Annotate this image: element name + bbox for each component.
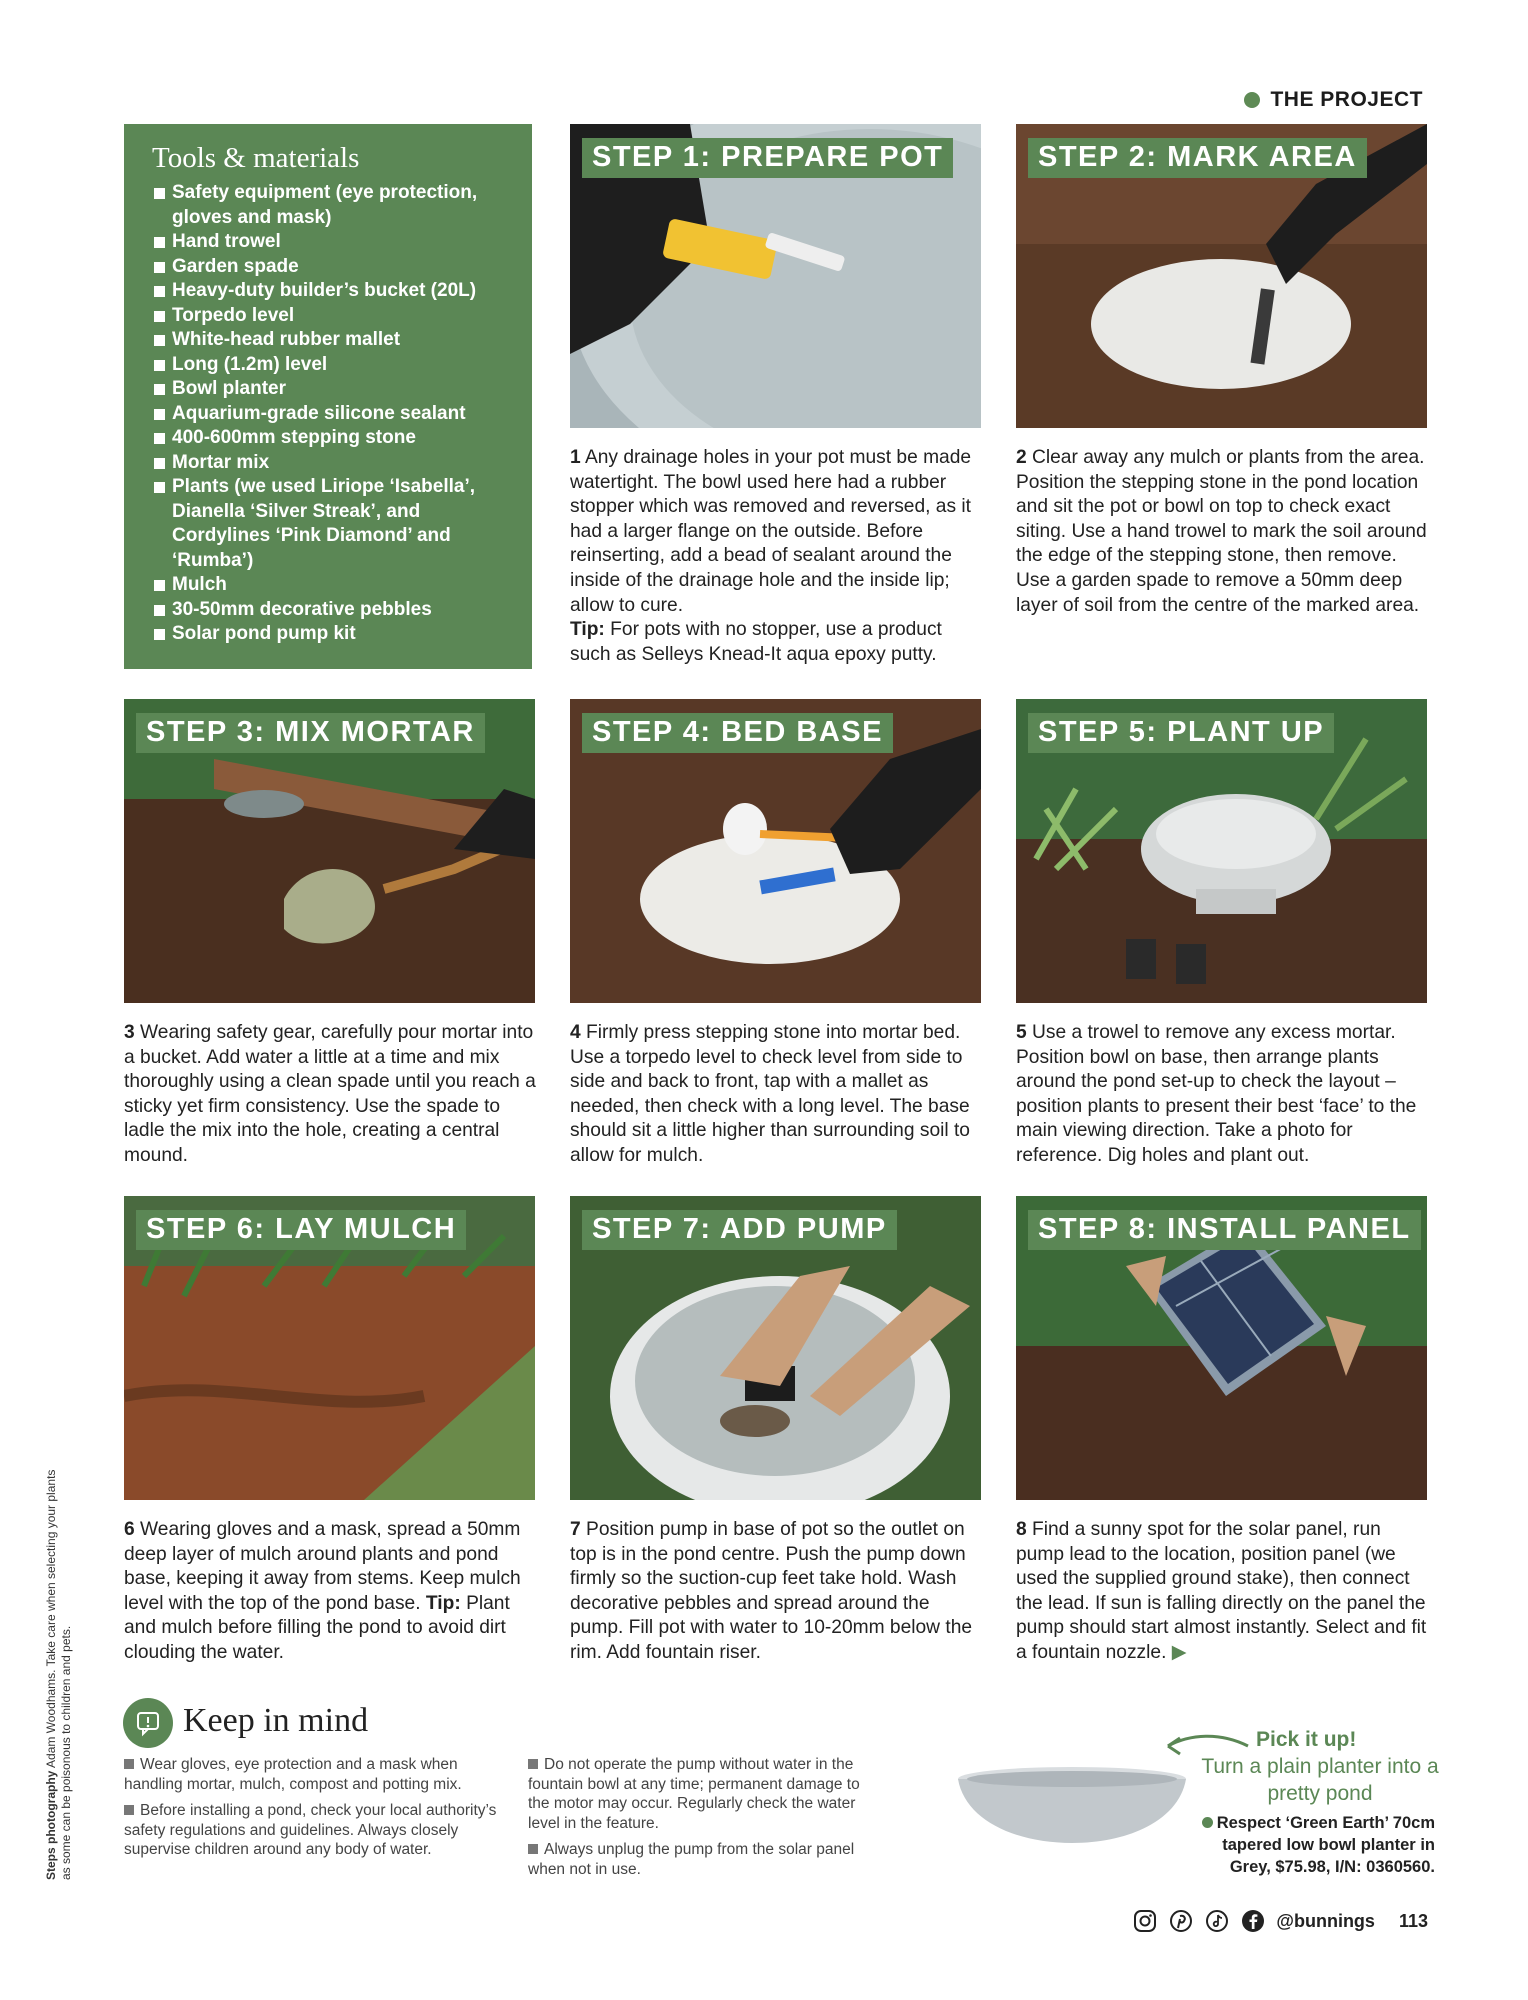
keep-note	[124, 1801, 514, 1860]
bullet-icon	[528, 1844, 538, 1854]
tools-list	[152, 181, 510, 647]
step-4-body: Firmly press stepping stone into mortar bed. Use a torpedo level to check level from side to side and back to front, tap with a mallet as needed, then check with a long level. The base should sit a little higher than surrounding soil to allow for mulch.	[570, 1022, 970, 1166]
step-4-photo	[570, 699, 981, 1003]
step-4-number: 4	[570, 1022, 581, 1043]
step-3-label: STEP 3: MIX MORTAR	[136, 713, 485, 753]
bullet-icon	[124, 1805, 134, 1815]
step-2-body: Clear away any mulch or plants from the area. Position the stepping stone in the pond location and sit the pot or bowl on top to check exact siting. Use a hand trowel to mark the soil around the edge of the stepping stone, then remove. Use a garden spade to remove a 50mm deep layer of soil from the centre of the marked area.	[1016, 447, 1427, 616]
bowl-planter-image	[955, 1765, 1190, 1845]
keep-in-mind-icon	[123, 1698, 173, 1748]
tools-item: Mortar mix	[152, 451, 510, 476]
step-1-tip-body: For pots with no stopper, use a product such as Selleys Knead-It aqua epoxy putty.	[570, 619, 942, 665]
pick-it-up-title: Pick it up!	[1256, 1728, 1357, 1751]
step-1-number: 1	[570, 447, 581, 468]
step-6-tip-label: Tip:	[425, 1592, 461, 1614]
step-2-photo	[1016, 124, 1427, 428]
credit-label: Steps photography	[44, 1770, 58, 1880]
tools-item: 30-50mm decorative pebbles	[152, 598, 510, 623]
keep-note-text: Before installing a pond, check your local authority’s safety regulations and guidelines. Always closely supervise children around any body of water.	[124, 1802, 497, 1858]
bullet-icon	[124, 1759, 134, 1769]
tools-item: Bowl planter	[152, 377, 510, 402]
bullet-icon	[528, 1759, 538, 1769]
tools-item: White-head rubber mallet	[152, 328, 510, 353]
step-6-photo	[124, 1196, 535, 1500]
tools-item: Plants (we used Liriope ‘Isabella’, Dianella ‘Silver Streak’, and Cordylines ‘Pink Diamond’ and ‘Rumba’)	[152, 475, 510, 573]
step-8-number: 8	[1016, 1519, 1027, 1540]
facebook-icon[interactable]	[1240, 1908, 1266, 1934]
footer	[1132, 1908, 1428, 1934]
instagram-icon[interactable]	[1132, 1908, 1158, 1934]
photo-credit	[44, 1460, 74, 1880]
tools-item: Safety equipment (eye protection, gloves and mask)	[152, 181, 510, 230]
step-1-photo	[570, 124, 981, 428]
keep-note-text: Always unplug the pump from the solar panel when not in use.	[528, 1841, 855, 1878]
keep-note-text: Do not operate the pump without water in the fountain bowl at any time; permanent damage to the motor may occur. Regularly check the water level in the feature.	[528, 1756, 860, 1832]
product-text-bold: planter	[1360, 1836, 1416, 1854]
tools-materials-box	[124, 124, 532, 669]
pinterest-icon[interactable]	[1168, 1908, 1194, 1934]
tools-item: Torpedo level	[152, 304, 510, 329]
step-6-text	[124, 1518, 539, 1666]
tools-item: Mulch	[152, 573, 510, 598]
step-8-text	[1016, 1518, 1431, 1666]
keep-in-mind-col-1	[124, 1755, 514, 1867]
tools-item: Solar pond pump kit	[152, 622, 510, 647]
step-5-label: STEP 5: PLANT UP	[1028, 713, 1334, 753]
step-1-tip-label: Tip:	[570, 619, 605, 641]
step-5-photo	[1016, 699, 1427, 1003]
keep-in-mind-title: Keep in mind	[183, 1702, 369, 1739]
step-4-label: STEP 4: BED BASE	[582, 713, 893, 753]
tools-item: Aquarium-grade silicone sealant	[152, 402, 510, 427]
keep-in-mind-col-2	[528, 1755, 878, 1886]
keep-note-text: Wear gloves, eye protection and a mask when handling mortar, mulch, compost and potting mix.	[124, 1756, 462, 1793]
step-6-label: STEP 6: LAY MULCH	[136, 1210, 466, 1250]
step-1-body: Any drainage holes in your pot must be made watertight. The bowl used here had a rubber stopper which was removed and reversed, as it had a larger flange on the outside. Before reinserting, add a bead of sealant around the inside of the drainage hole and the inside lip; allow to cure.	[570, 447, 972, 616]
product-text-pre: Respect ‘Green Earth’ 70cm tapered low bowl	[1216, 1814, 1435, 1854]
step-2-label: STEP 2: MARK AREA	[1028, 138, 1367, 178]
step-2-text	[1016, 446, 1431, 618]
step-7-label: STEP 7: ADD PUMP	[582, 1210, 897, 1250]
tools-item: Long (1.2m) level	[152, 353, 510, 378]
section-title: THE PROJECT	[1270, 88, 1423, 111]
step-8-body: Find a sunny spot for the solar panel, run pump lead to the location, position panel (we used the supplied ground stake), then connect the lead. If sun is falling directly on the panel the pump should start almost instantly. Select and fit a fountain nozzle.	[1016, 1519, 1427, 1663]
step-6-tip-body: Plant and mulch before filling the pond to avoid dirt clouding the water.	[124, 1592, 510, 1663]
keep-note	[124, 1755, 514, 1794]
section-tag	[1244, 88, 1423, 112]
step-7-body: Position pump in base of pot so the outlet on top is in the pond centre. Push the pump down firmly so the suction-cup feet take hold. Wash decorative pebbles and spread around the pump. Fill pot with water to 10-20mm below the rim. Add fountain riser.	[570, 1519, 973, 1663]
step-8-label: STEP 8: INSTALL PANEL	[1028, 1210, 1421, 1250]
step-7-photo	[570, 1196, 981, 1500]
tools-item: Hand trowel	[152, 230, 510, 255]
step-4-text	[570, 1021, 985, 1169]
product-dot-icon	[1202, 1817, 1213, 1828]
keep-note	[528, 1755, 878, 1833]
tools-item: Heavy-duty builder’s bucket (20L)	[152, 279, 510, 304]
step-7-text	[570, 1518, 985, 1666]
step-2-number: 2	[1016, 447, 1027, 468]
step-6-number: 6	[124, 1519, 135, 1540]
product-info	[1185, 1812, 1435, 1878]
continue-arrow-icon: ▶	[1171, 1641, 1187, 1663]
step-1-label: STEP 1: PREPARE POT	[582, 138, 953, 178]
section-dot-icon	[1244, 92, 1260, 108]
credit-text: Adam Woodhams. Take care when selecting your plants as some can be poisonous to children and pets.	[44, 1469, 73, 1880]
step-3-body: Wearing safety gear, carefully pour mortar into a bucket. Add water a little at a time and mix thoroughly using a clean spade until you reach a sticky yet firm consistency. Use the spade to ladle the mix into the hole, creating a central mound.	[124, 1022, 536, 1166]
step-7-number: 7	[570, 1519, 581, 1540]
step-5-text	[1016, 1021, 1431, 1169]
step-8-photo	[1016, 1196, 1427, 1500]
step-3-text	[124, 1021, 539, 1169]
pick-it-up-subtitle: Turn a plain planter into a pretty pond	[1201, 1755, 1439, 1805]
step-3-number: 3	[124, 1022, 135, 1043]
step-1-text	[570, 446, 985, 667]
step-5-number: 5	[1016, 1022, 1027, 1043]
step-5-body: Use a trowel to remove any excess mortar. Position bowl on base, then arrange plants around the pond set-up to check the layout – position plants to present their best ‘face’ to the main viewing direction. Take a photo for reference. Dig holes and plant out.	[1016, 1022, 1417, 1166]
social-handle[interactable]: @bunnings	[1276, 1910, 1375, 1931]
tiktok-icon[interactable]	[1204, 1908, 1230, 1934]
tools-title: Tools & materials	[152, 142, 360, 174]
tools-item: Garden spade	[152, 255, 510, 280]
step-3-photo	[124, 699, 535, 1003]
page-number: 113	[1398, 1910, 1428, 1931]
step-6-body: Wearing gloves and a mask, spread a 50mm deep layer of mulch around plants and pond base, keeping it away from stems. Keep mulch level with the top of the pond base.	[124, 1519, 521, 1614]
tools-item: 400-600mm stepping stone	[152, 426, 510, 451]
product-text-post: in Grey, $75.98, I/N: 0360560.	[1229, 1836, 1435, 1876]
keep-note	[528, 1840, 878, 1879]
